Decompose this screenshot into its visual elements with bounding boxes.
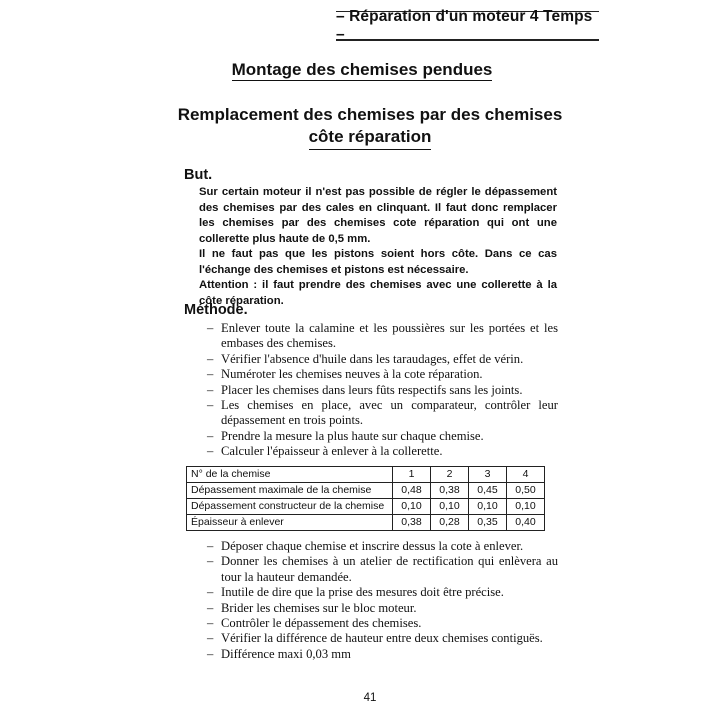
- method-step-text: Placer les chemises dans leurs fûts respectifs sans les joints.: [221, 382, 523, 397]
- method-step-text: Donner les chemises à un atelier de rectification qui enlèvera au tour la hauteur demandée.: [221, 554, 558, 584]
- table-row: [187, 467, 545, 483]
- method-step: [207, 398, 558, 429]
- page-title: [0, 104, 724, 150]
- table-cell: 0,28: [431, 515, 469, 531]
- dash-marker: –: [207, 444, 214, 459]
- methode-heading: Méthode.: [184, 302, 248, 318]
- table-cell: 0,45: [469, 483, 507, 499]
- method-step-text: Les chemises en place, avec un comparateur, contrôler leur dépassement en trois points.: [221, 398, 558, 428]
- table-cell: 0,48: [393, 483, 431, 499]
- method-step: [207, 631, 558, 646]
- method-step-text: Différence maxi 0,03 mm: [221, 646, 351, 661]
- method-step: [207, 616, 558, 631]
- but-text-block: [199, 185, 557, 309]
- method-step: [207, 383, 558, 398]
- dash-marker: –: [207, 321, 214, 335]
- dash-marker: –: [207, 398, 214, 413]
- method-step: [207, 429, 558, 444]
- section-title: [0, 60, 724, 80]
- but-heading: But.: [184, 167, 213, 183]
- dash-marker: –: [207, 585, 214, 600]
- dash-marker: –: [207, 382, 214, 397]
- table-cell: 0,10: [431, 499, 469, 515]
- method-step: [207, 647, 558, 662]
- but-paragraph: Attention : il faut prendre des chemises avec une collerette à la côte réparation.: [199, 279, 557, 307]
- dash-marker: –: [207, 631, 214, 646]
- measurement-table: [186, 466, 545, 531]
- but-paragraph: Il ne faut pas que les pistons soient hors côte. Dans ce cas l'échange des chemises et pistons est nécessaire.: [199, 248, 557, 276]
- running-header-title: – Réparation d'un moteur 4 Temps –: [336, 7, 593, 43]
- method-step: [207, 554, 558, 585]
- table-cell: 0,50: [507, 483, 545, 499]
- method-step-text: Vérifier l'absence d'huile dans les taraudages, effet de vérin.: [221, 351, 524, 366]
- dash-marker: –: [207, 616, 214, 631]
- dash-marker: –: [207, 367, 214, 382]
- method-step: [207, 585, 558, 600]
- table-row-label: Épaisseur à enlever: [187, 515, 393, 531]
- method-step-text: Vérifier la différence de hauteur entre deux chemises contiguës.: [221, 631, 543, 646]
- method-step: [207, 367, 558, 382]
- method-step-text: Enlever toute la calamine et les poussières sur les portées et les embases des chemises.: [221, 321, 558, 351]
- table-cell: 0,10: [507, 499, 545, 515]
- table-row-label: Dépassement constructeur de la chemise: [187, 499, 393, 515]
- method-step-text: Calculer l'épaisseur à enlever à la collerette.: [221, 444, 443, 459]
- running-header: [336, 7, 599, 43]
- dash-marker: –: [207, 554, 214, 569]
- dash-marker: –: [207, 646, 214, 661]
- table-row: [187, 499, 545, 515]
- dash-marker: –: [207, 539, 214, 553]
- section-title-text: Montage des chemises pendues: [231, 60, 493, 79]
- method-step: [207, 601, 558, 616]
- table-cell: 3: [469, 467, 507, 483]
- table-cell: 0,10: [393, 499, 431, 515]
- method-step-text: Contrôler le dépassement des chemises.: [221, 616, 422, 631]
- dash-marker: –: [207, 600, 214, 615]
- table-cell: 2: [431, 467, 469, 483]
- method-step-text: Brider les chemises sur le bloc moteur.: [221, 600, 417, 615]
- table-cell: 1: [393, 467, 431, 483]
- method-step-text: Prendre la mesure la plus haute sur chaque chemise.: [221, 428, 484, 443]
- method-step: [207, 352, 558, 367]
- table-row-label: N° de la chemise: [187, 467, 393, 483]
- table-cell: 0,40: [507, 515, 545, 531]
- table-row-label: Dépassement maximale de la chemise: [187, 483, 393, 499]
- but-paragraph: Sur certain moteur il n'est pas possible de régler le dépassement des chemises par des cales en clinquant. Il faut donc remplacer les chemises par des chemises cote réparation qui ont une collerette plus haute de 0,5 mm.: [199, 186, 557, 245]
- table-row: [187, 515, 545, 531]
- page-number: 41: [363, 692, 377, 704]
- method-step-text: Inutile de dire que la prise des mesures doit être précise.: [221, 585, 504, 600]
- dash-marker: –: [207, 428, 214, 443]
- table-cell: 0,35: [469, 515, 507, 531]
- dash-marker: –: [207, 351, 214, 366]
- table-row: [187, 483, 545, 499]
- method-step-text: Déposer chaque chemise et inscrire dessus la cote à enlever.: [221, 539, 524, 553]
- method-step: [207, 321, 558, 352]
- method-steps-list: [207, 321, 558, 460]
- table-cell: 4: [507, 467, 545, 483]
- page-title-line-1: Remplacement des chemises par des chemises: [177, 105, 563, 124]
- table-cell: 0,38: [393, 515, 431, 531]
- page-title-line-2: côte réparation: [309, 126, 432, 150]
- method-step-text: Numéroter les chemises neuves à la cote réparation.: [221, 367, 483, 382]
- method-step: [207, 444, 558, 459]
- method-step: [207, 539, 558, 554]
- table-cell: 0,10: [469, 499, 507, 515]
- table-cell: 0,38: [431, 483, 469, 499]
- method-steps-list-continued: [207, 539, 558, 662]
